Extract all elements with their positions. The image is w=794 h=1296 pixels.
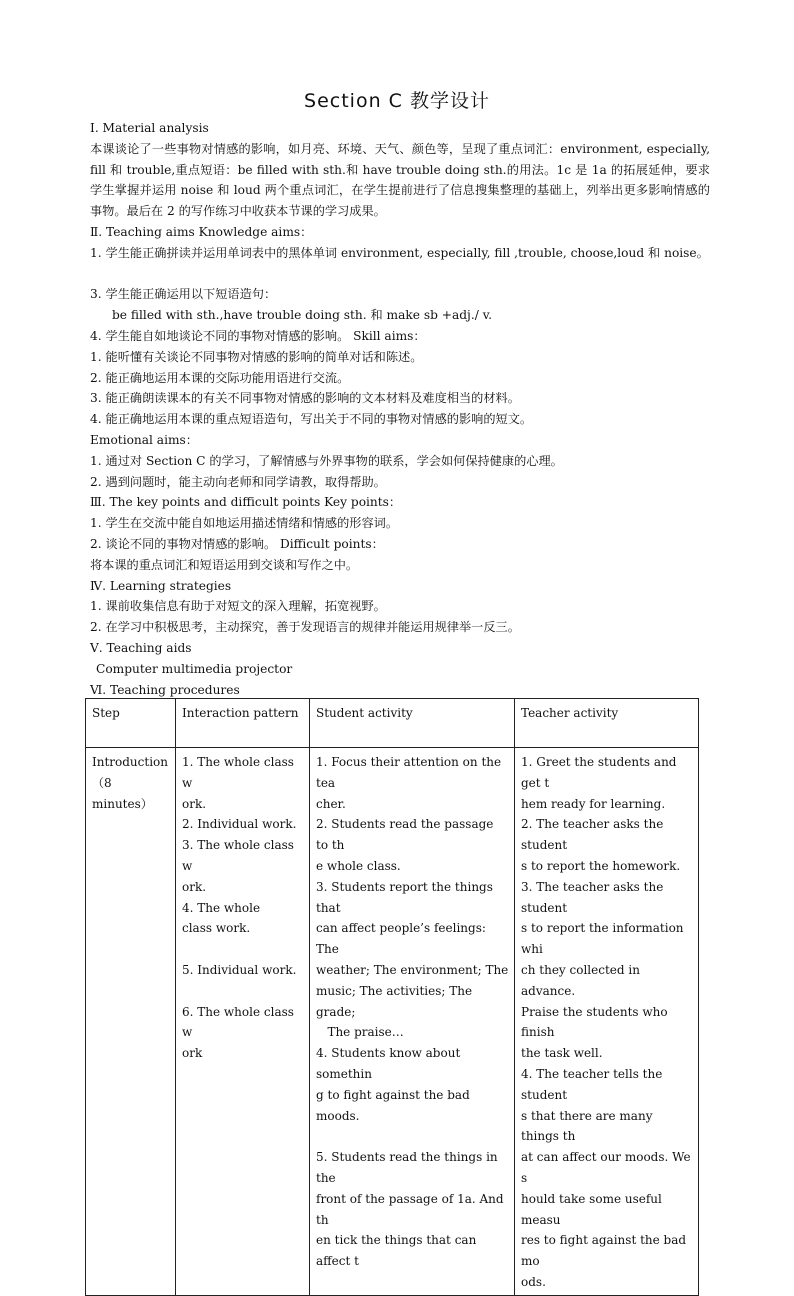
student-line: 5. Students read the things in the <box>316 1150 498 1185</box>
emotional-aim-1: 1. 通过对 Section C 的学习，了解情感与外界事物的联系，学会如何保持健康的心理。 <box>90 453 563 468</box>
teacher-line: s to report the information whi <box>521 921 684 957</box>
student-line: 4. Students know about somethin <box>316 1046 461 1081</box>
document-body <box>90 118 710 700</box>
teacher-line: ods. <box>521 1274 546 1289</box>
interaction-line: ork. <box>182 796 207 811</box>
teacher-line: s that there are many things th <box>521 1108 653 1144</box>
interaction-line: 3. The whole class w <box>182 838 294 873</box>
key-point-2: 2. 谈论不同的事物对情感的影响。 Difficult points： <box>90 536 384 551</box>
aims-heading: Ⅱ. Teaching aims Knowledge aims： <box>90 224 313 239</box>
interaction-line <box>182 981 304 1002</box>
student-line: 2. Students read the passage to th <box>316 817 494 853</box>
student-line: front of the passage of 1a. And th <box>316 1191 504 1227</box>
material-heading: Ⅰ. Material analysis <box>90 121 209 135</box>
knowledge-aim-3-phrases: be filled with sth.,have trouble doing sth. 和 make sb +adj./ v. <box>112 308 493 323</box>
teacher-line: hem ready for learning. <box>521 796 666 811</box>
emotional-heading: Emotional aims： <box>90 432 198 447</box>
step-cell <box>86 748 176 1296</box>
knowledge-aim-1: 1. 学生能正确拼读并运用单词表中的黑体单词 environment, especially, fill ,trouble, choose,loud 和 noise。 <box>90 245 709 260</box>
skill-aim-3: 3. 能正确朗读课本的有关不同事物对情感的影响的文本材料及难度相当的材料。 <box>90 391 520 406</box>
interaction-line: ork. <box>182 879 207 894</box>
student-line: weather; The environment; The <box>316 962 509 977</box>
header-student: Student activity <box>310 699 515 748</box>
header-interaction: Interaction pattern <box>176 699 310 748</box>
page-title: Section C 教学设计 <box>304 90 490 112</box>
teacher-line: res to fight against the bad mo <box>521 1233 687 1269</box>
student-line <box>316 1126 509 1147</box>
strategy-1: 1. 课前收集信息有助于对短文的深入理解，拓宽视野。 <box>90 599 386 614</box>
student-line: g to fight against the bad moods. <box>316 1087 470 1123</box>
teacher-line: at can affect our moods. We s <box>521 1150 691 1185</box>
step-name: Introduction <box>92 755 168 769</box>
teacher-line: s to report the homework. <box>521 858 681 873</box>
student-line: cher. <box>316 796 346 811</box>
teacher-line: ch they collected in advance. <box>521 962 640 998</box>
skill-aim-2: 2. 能正确地运用本课的交际功能用语进行交流。 <box>90 370 350 385</box>
student-line: can affect people’s feelings: The <box>316 921 486 957</box>
aids-heading: Ⅴ. Teaching aids <box>90 640 192 655</box>
header-teacher: Teacher activity <box>515 699 699 748</box>
table-header-row <box>86 699 699 748</box>
teacher-line: 2. The teacher asks the student <box>521 817 664 853</box>
student-line: music; The activities; The grade; <box>316 983 473 1019</box>
student-line: e whole class. <box>316 858 401 873</box>
table-row <box>86 748 699 1296</box>
teacher-line: hould take some useful measu <box>521 1191 662 1227</box>
teacher-line: 1. Greet the students and get t <box>521 755 677 790</box>
header-step: Step <box>86 699 176 748</box>
blank-line <box>90 264 710 285</box>
teacher-line: the task well. <box>521 1046 603 1061</box>
interaction-cell <box>176 748 310 1296</box>
strategies-heading: Ⅳ. Learning strategies <box>90 578 232 593</box>
interaction-line: 5. Individual work. <box>182 962 297 977</box>
interaction-line: ork <box>182 1046 203 1061</box>
interaction-line: 2. Individual work. <box>182 817 297 832</box>
knowledge-aim-3: 3. 学生能正确运用以下短语造句： <box>90 287 277 302</box>
teacher-line: 3. The teacher asks the student <box>521 879 664 915</box>
teacher-line: Praise the students who finish <box>521 1004 668 1040</box>
interaction-line <box>182 939 304 960</box>
strategy-2: 2. 在学习中积极思考，主动探究，善于发现语言的规律并能运用规律举一反三。 <box>90 620 520 635</box>
teacher-line: 4. The teacher tells the student <box>521 1066 663 1102</box>
interaction-line: 4. The whole <box>182 900 261 915</box>
key-point-1: 1. 学生在交流中能自如地运用描述情绪和情感的形容词。 <box>90 516 399 531</box>
procedures-heading: Ⅵ. Teaching procedures <box>90 682 240 697</box>
interaction-line: 1. The whole class w <box>182 755 294 790</box>
difficult-point: 将本课的重点词汇和短语运用到交谈和写作之中。 <box>90 557 359 572</box>
interaction-line: class work. <box>182 921 251 936</box>
knowledge-aim-4: 4. 学生能自如地谈论不同的事物对情感的影响。 Skill aims： <box>90 328 426 343</box>
interaction-line: 6. The whole class w <box>182 1004 294 1040</box>
student-line: 1. Focus their attention on the tea <box>316 755 502 790</box>
step-duration: （8 minutes） <box>92 775 153 811</box>
skill-aim-4: 4. 能正确地运用本课的重点短语造句，写出关于不同的事物对情感的影响的短文。 <box>90 412 533 427</box>
procedures-table <box>85 698 699 1296</box>
aids-text: Computer multimedia projector <box>96 661 293 676</box>
student-line: The praise… <box>316 1025 404 1040</box>
student-line: 3. Students report the things that <box>316 879 493 915</box>
key-points-heading: Ⅲ. The key points and difficult points Key points： <box>90 495 402 510</box>
teacher-activity-cell <box>515 748 699 1296</box>
emotional-aim-2: 2. 遇到问题时，能主动向老师和同学请教，取得帮助。 <box>90 474 386 489</box>
student-activity-cell <box>310 748 515 1296</box>
student-line: en tick the things that can affect t <box>316 1233 477 1269</box>
skill-aim-1: 1. 能听懂有关谈论不同事物对情感的影响的简单对话和陈述。 <box>90 349 423 364</box>
material-paragraph: 本课谈论了一些事物对情感的影响，如月亮、环境、天气、颜色等，呈现了重点词汇：environment, especially, fill 和 trouble,重点短语：be filled with sth.和 have trouble doing sth.的用法。1c 是 1a 的拓展延伸，要求学生掌握并运用 noise 和 loud 两个重点词汇，在学生提前进行了信息搜集整理的基础上，列举出更多影响情感的事物。最后在 2 的写作练习中收获本节课的学习成果。 <box>90 141 710 219</box>
